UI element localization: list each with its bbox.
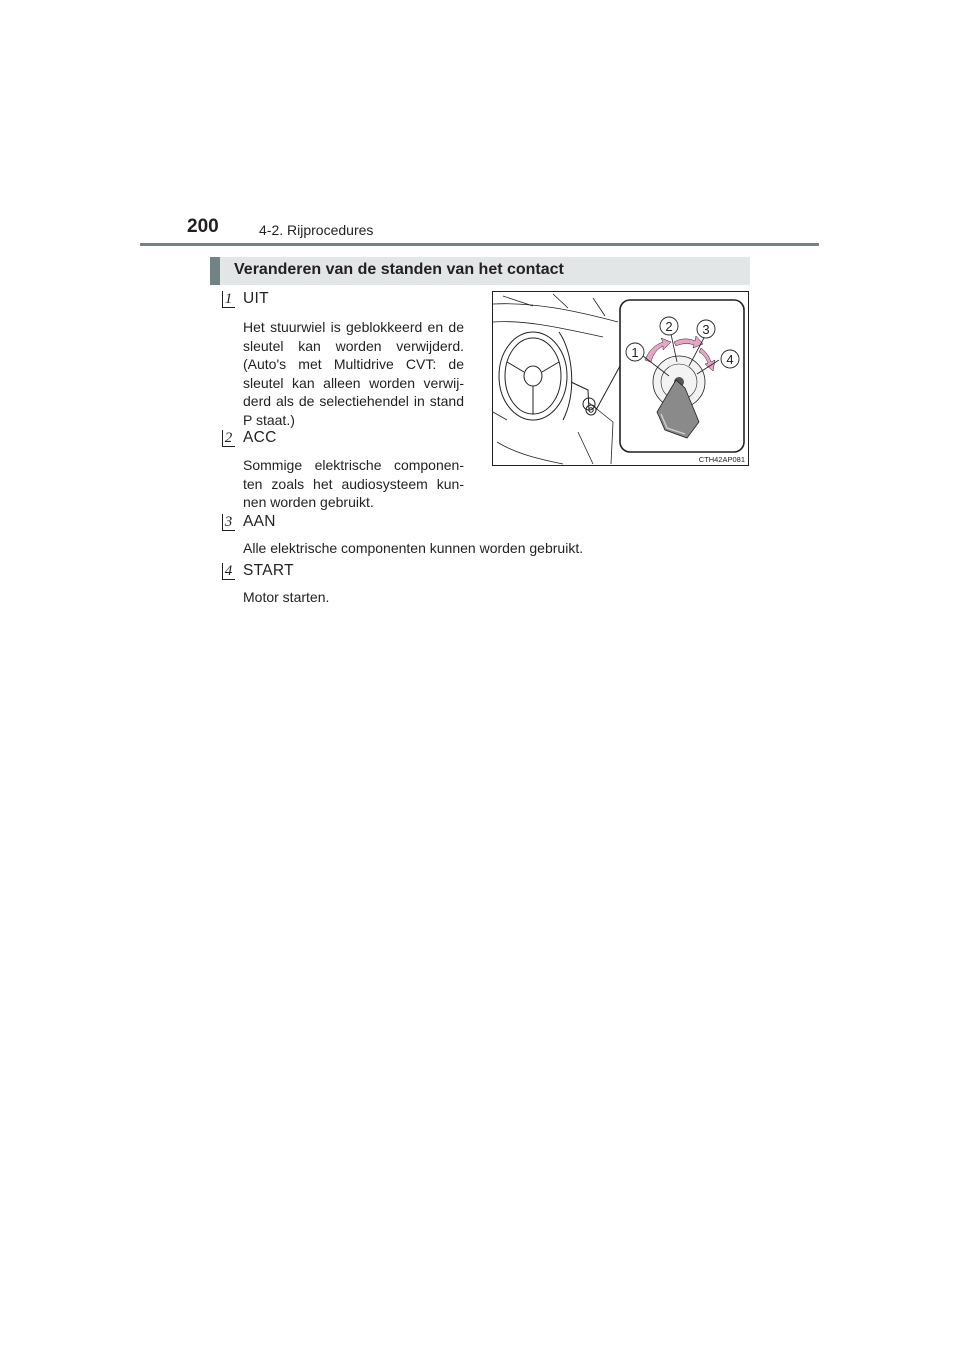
desc-line: derd als de selectiehendel in stand [243,393,464,410]
desc-line: (Auto's met Multidrive CVT: de [243,356,464,373]
step-description-acc [243,456,464,512]
step-number-2: 2 [222,430,235,447]
step-title-aan: AAN [243,513,276,530]
desc-line: nen worden gebruikt. [243,494,374,511]
desc-line: P staat.) [243,411,295,428]
steering-wheel [499,332,572,420]
desc-line: ten zoals het audiosysteem kun- [243,475,464,492]
step-description-uit [243,318,464,430]
section-heading-text: Veranderen van de standen van het contact [234,261,564,278]
step-number-3: 3 [222,514,235,531]
ignition-illustration [492,291,749,466]
column-and-lock [571,366,620,415]
section-reference: 4-2. Rijprocedures [259,222,374,238]
step-number-4: 4 [222,563,235,580]
header-divider [140,243,819,246]
step-title-acc: ACC [243,429,277,446]
page-number: 200 [187,216,219,237]
desc-line: Het stuurwiel is geblokkeerd en de [243,319,464,335]
callout-label-1: 1 [631,345,639,360]
desc-line: sleutel kan worden verwijderd. [243,337,464,354]
step-description-aan: Alle elektrische componenten kunnen worden gebruikt. [243,540,584,556]
desc-line: sleutel kan alleen worden verwij- [243,374,464,391]
callout-label-2: 2 [665,319,673,334]
desc-line: Sommige elektrische componen- [243,457,464,473]
ignition-drawing [493,292,748,465]
callout-label-3: 3 [702,322,710,337]
step-title-start: START [243,562,294,579]
step-description-start: Motor starten. [243,589,330,605]
callout-label-4: 4 [726,352,734,367]
step-title-uit: UIT [243,290,269,307]
figure-code: CTH42AP081 [698,455,745,464]
section-heading [210,257,750,285]
step-number-1: 1 [222,291,235,308]
dashboard-lines [493,294,618,464]
